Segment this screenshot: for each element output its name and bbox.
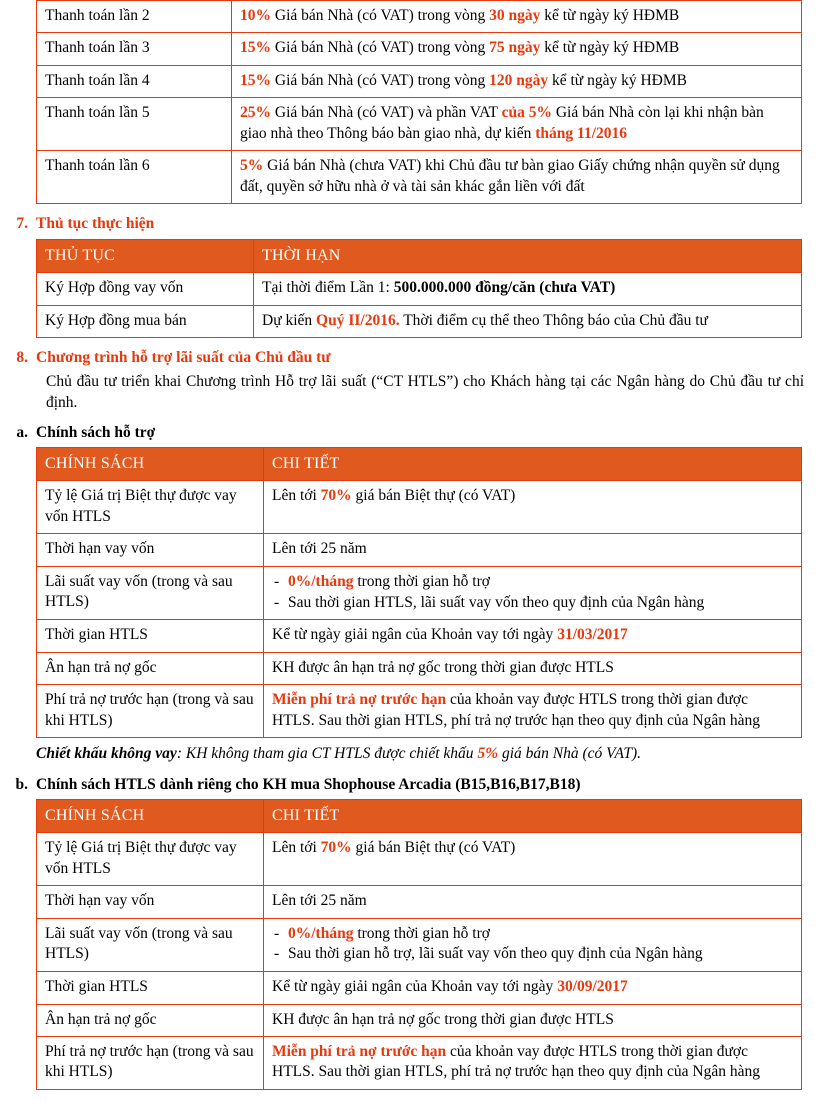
section-7-heading bbox=[8, 215, 836, 233]
policy-detail bbox=[264, 972, 802, 1004]
procedure-label: Ký Hợp đồng vay vốn bbox=[37, 273, 254, 305]
text-run: 30 ngày bbox=[489, 7, 541, 24]
text-run: Giá bán Nhà còn lại khi nhận bàn giao nhà theo Thông báo bàn giao nhà, dự kiến bbox=[240, 104, 764, 142]
text-run: Giá bán Nhà (có VAT) trong vòng bbox=[271, 71, 490, 89]
policy-label: Thời gian HTLS bbox=[37, 620, 264, 652]
text-run: 500.000.000 đồng/căn (chưa VAT) bbox=[393, 279, 616, 297]
policy-label: Tỷ lệ Giá trị Biệt thự được vay vốn HTLS bbox=[37, 833, 264, 886]
policy-label: Lãi suất vay vốn (trong và sau HTLS) bbox=[37, 566, 264, 620]
procedure-table-head bbox=[37, 240, 802, 273]
procedure-header-1: THỦ TỤC bbox=[37, 240, 254, 273]
text-run: Miễn phí trả nợ trước hạn bbox=[272, 1042, 447, 1060]
text-run: Quý II/2016. bbox=[316, 311, 400, 329]
policy-detail bbox=[264, 833, 802, 886]
text-run: của 5% bbox=[501, 104, 552, 122]
text-run: trong thời gian hỗ trợ bbox=[353, 924, 490, 942]
text-run: 30/09/2017 bbox=[557, 978, 628, 996]
text-run: 25% bbox=[240, 104, 271, 122]
section-7-number: 7. bbox=[16, 215, 28, 233]
text-run: 5% bbox=[477, 745, 499, 763]
procedure-label: Ký Hợp đồng mua bán bbox=[37, 305, 254, 337]
payment-installment-detail bbox=[232, 65, 802, 97]
list-item bbox=[272, 572, 793, 593]
text-run: trong thời gian hỗ trợ bbox=[353, 572, 490, 590]
text-run: Giá bán Nhà (chưa VAT) khi Chủ đầu tư bàn giao Giấy chứng nhận quyền sử dụng đất, quyền sở hữu nhà ở và tài sản khác gắn liền với đất bbox=[240, 157, 780, 195]
table-row bbox=[37, 1004, 802, 1036]
payment-installment-detail bbox=[232, 151, 802, 204]
text-run: Dự kiến bbox=[262, 311, 317, 329]
procedure-table-body bbox=[37, 273, 802, 338]
text-run: 15% bbox=[240, 39, 271, 57]
shophouse-policy-head bbox=[37, 800, 802, 833]
text-run: KH được ân hạn trả nợ gốc trong thời gian được HTLS bbox=[272, 658, 614, 676]
table-row bbox=[37, 481, 802, 534]
payment-installment-label: Thanh toán lần 4 bbox=[37, 65, 232, 97]
text-run: giá bán Biệt thự (có VAT) bbox=[351, 487, 516, 505]
policy-label: Thời hạn vay vốn bbox=[37, 886, 264, 918]
procedure-header-2: THỜI HẠN bbox=[254, 240, 802, 273]
text-run: của khoản vay được HTLS trong thời gian được HTLS. Sau thời gian HTLS, phí trả nợ trước hạn theo quy định của Ngân hàng bbox=[272, 691, 761, 729]
policy-label: Ân hạn trả nợ gốc bbox=[37, 652, 264, 684]
text-run: Giá bán Nhà (có VAT) trong vòng bbox=[271, 39, 490, 57]
text-run: giá bán Nhà (có VAT). bbox=[498, 745, 642, 763]
text-run: 70% bbox=[320, 487, 352, 505]
text-run: Lên tới 25 năm bbox=[272, 892, 367, 910]
payment-schedule-body bbox=[37, 1, 802, 204]
table-row bbox=[37, 685, 802, 738]
list-item bbox=[272, 924, 793, 945]
procedure-header-row bbox=[37, 240, 802, 273]
text-run: của khoản vay được HTLS trong thời gian được HTLS. Sau thời gian HTLS, phí trả nợ trước hạn theo quy định của Ngân hàng bbox=[272, 1042, 761, 1081]
shophouse-policy-header-row bbox=[37, 800, 802, 833]
text-run: tháng 11/2016 bbox=[535, 124, 627, 142]
payment-installment-detail bbox=[232, 98, 802, 151]
policy-detail bbox=[264, 620, 802, 652]
table-row bbox=[37, 273, 802, 305]
table-row bbox=[37, 305, 802, 337]
section-8b-number: b. bbox=[15, 776, 28, 794]
section-8a-number: a. bbox=[16, 424, 28, 442]
table-row bbox=[37, 620, 802, 652]
text-run: kể từ ngày ký HĐMB bbox=[540, 7, 680, 24]
text-run: Chiết khấu không vay bbox=[36, 745, 177, 763]
policy-detail bbox=[264, 918, 802, 972]
policy-label: Thời hạn vay vốn bbox=[37, 534, 264, 566]
payment-installment-detail bbox=[232, 33, 802, 65]
payment-schedule-table bbox=[36, 0, 802, 204]
policy-label: Phí trả nợ trước hạn (trong và sau khi HTLS) bbox=[37, 685, 264, 738]
table-row bbox=[37, 33, 802, 65]
table-row bbox=[37, 972, 802, 1004]
text-run: Giá bán Nhà (có VAT) và phần VAT bbox=[271, 104, 502, 122]
text-run: 0%/tháng bbox=[288, 572, 354, 590]
text-run: 15% bbox=[240, 71, 271, 89]
table-row bbox=[37, 534, 802, 566]
payment-installment-label: Thanh toán lần 3 bbox=[37, 33, 232, 65]
table-row bbox=[37, 65, 802, 97]
payment-installment-detail bbox=[232, 1, 802, 33]
policy-label: Lãi suất vay vốn (trong và sau HTLS) bbox=[37, 918, 264, 972]
detail-list bbox=[272, 572, 793, 614]
text-run: 70% bbox=[320, 839, 352, 857]
section-8b-heading bbox=[8, 776, 836, 794]
text-run: KH được ân hạn trả nợ gốc trong thời gian được HTLS bbox=[272, 1010, 614, 1028]
text-run: giá bán Biệt thự (có VAT) bbox=[351, 839, 516, 857]
policy-detail bbox=[264, 481, 802, 534]
text-run: 75 ngày bbox=[489, 39, 541, 57]
policy-detail bbox=[264, 652, 802, 684]
text-run: 120 ngày bbox=[489, 71, 549, 89]
policy-label: Tỷ lệ Giá trị Biệt thự được vay vốn HTLS bbox=[37, 481, 264, 534]
policy-detail bbox=[264, 886, 802, 918]
text-run: Sau thời gian HTLS, lãi suất vay vốn theo quy định của Ngân hàng bbox=[288, 593, 705, 611]
text-run: 31/03/2017 bbox=[557, 626, 628, 644]
section-8-paragraph: Chủ đầu tư triển khai Chương trình Hỗ trợ lãi suất (“CT HTLS”) cho Khách hàng tại các Ngân hàng do Chủ đầu tư chỉ định. bbox=[46, 373, 804, 412]
table-row bbox=[37, 151, 802, 204]
text-run: Giá bán Nhà (có VAT) trong vòng bbox=[271, 7, 490, 24]
support-policy-body bbox=[37, 481, 802, 738]
support-policy-header-row bbox=[37, 448, 802, 481]
section-8a-title: Chính sách hỗ trợ bbox=[36, 424, 156, 442]
text-run: Lên tới bbox=[272, 839, 321, 857]
list-item bbox=[272, 593, 793, 614]
detail-list bbox=[272, 924, 793, 966]
text-run: : KH không tham gia CT HTLS được chiết khấu bbox=[176, 745, 478, 763]
text-run: Miễn phí trả nợ trước hạn bbox=[272, 691, 447, 709]
table-row bbox=[37, 833, 802, 886]
section-8-heading bbox=[8, 349, 836, 367]
policy-detail bbox=[264, 685, 802, 738]
policy-label: Phí trả nợ trước hạn (trong và sau khi HTLS) bbox=[37, 1036, 264, 1089]
policy-detail bbox=[264, 1004, 802, 1036]
text-run: kể từ ngày ký HĐMB bbox=[548, 71, 687, 89]
text-run: Tại thời điểm Lần 1: bbox=[262, 279, 394, 297]
section-8-number: 8. bbox=[16, 349, 28, 367]
support-policy-header-1: CHÍNH SÁCH bbox=[37, 448, 264, 481]
policy-detail bbox=[264, 534, 802, 566]
list-item bbox=[272, 944, 793, 965]
support-policy-table bbox=[36, 447, 802, 738]
procedure-deadline bbox=[254, 273, 802, 305]
shophouse-policy-body bbox=[37, 833, 802, 1090]
text-run: Lên tới bbox=[272, 487, 321, 505]
text-run: Sau thời gian hỗ trợ, lãi suất vay vốn theo quy định của Ngân hàng bbox=[288, 945, 703, 963]
text-run: 0%/tháng bbox=[288, 924, 354, 942]
section-8b-title: Chính sách HTLS dành riêng cho KH mua Shophouse Arcadia (B15,B16,B17,B18) bbox=[36, 776, 581, 794]
policy-label: Thời gian HTLS bbox=[37, 972, 264, 1004]
text-run: Thời điểm cụ thể theo Thông báo của Chủ đầu tư bbox=[399, 311, 708, 329]
shophouse-policy-header-1: CHÍNH SÁCH bbox=[37, 800, 264, 833]
table-row bbox=[37, 1, 802, 33]
table-row bbox=[37, 1036, 802, 1089]
policy-label: Ân hạn trả nợ gốc bbox=[37, 1004, 264, 1036]
text-run: Kể từ ngày giải ngân của Khoản vay tới ngày bbox=[272, 626, 558, 644]
text-run: kể từ ngày ký HĐMB bbox=[540, 39, 680, 57]
policy-detail bbox=[264, 566, 802, 620]
text-run: 10% bbox=[240, 7, 271, 24]
text-run: Lên tới 25 năm bbox=[272, 540, 367, 558]
procedure-table bbox=[36, 239, 802, 338]
text-run: 5% bbox=[240, 157, 264, 175]
shophouse-policy-header-2: CHI TIẾT bbox=[264, 800, 802, 833]
table-row bbox=[37, 918, 802, 972]
shophouse-policy-table bbox=[36, 799, 802, 1090]
payment-installment-label: Thanh toán lần 2 bbox=[37, 1, 232, 33]
discount-note bbox=[36, 744, 802, 765]
section-7-title: Thủ tục thực hiện bbox=[36, 215, 155, 233]
support-policy-head bbox=[37, 448, 802, 481]
procedure-deadline bbox=[254, 305, 802, 337]
payment-installment-label: Thanh toán lần 5 bbox=[37, 98, 232, 151]
section-8a-heading bbox=[8, 424, 836, 442]
policy-detail bbox=[264, 1036, 802, 1089]
payment-installment-label: Thanh toán lần 6 bbox=[37, 151, 232, 204]
text-run: Kể từ ngày giải ngân của Khoản vay tới ngày bbox=[272, 978, 558, 996]
table-row bbox=[37, 98, 802, 151]
support-policy-header-2: CHI TIẾT bbox=[264, 448, 802, 481]
section-8-title: Chương trình hỗ trợ lãi suất của Chủ đầu tư bbox=[36, 349, 331, 367]
table-row bbox=[37, 652, 802, 684]
table-row bbox=[37, 886, 802, 918]
table-row bbox=[37, 566, 802, 620]
